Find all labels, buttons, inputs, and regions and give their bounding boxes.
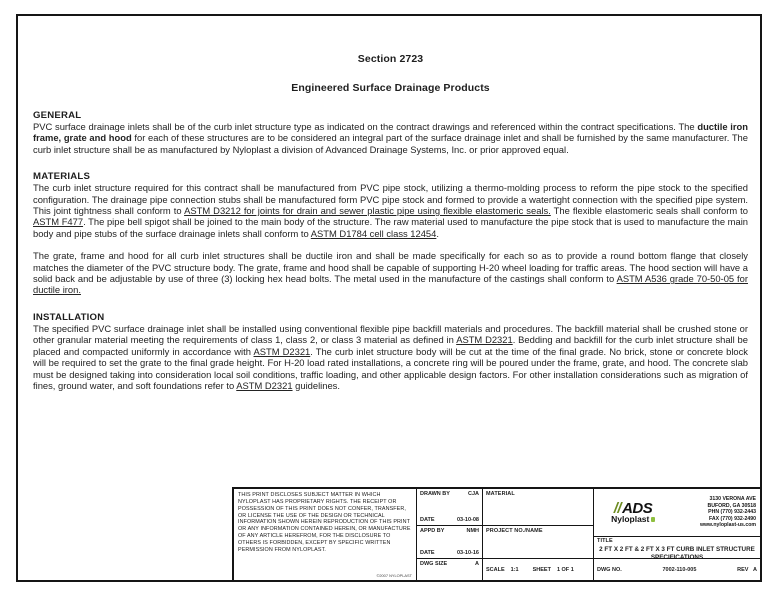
rev-value: A — [753, 566, 757, 573]
rev-group — [737, 567, 757, 573]
title-block — [232, 487, 760, 580]
company-cell — [594, 489, 760, 537]
project-label: PROJECT NO./NAME — [486, 528, 543, 534]
nyloplast-logo-text: Nyloplast — [611, 515, 655, 523]
dwg-no-value: 7002-110-005 — [662, 566, 697, 573]
scale-label: SCALE — [486, 566, 505, 573]
company-address — [672, 496, 760, 529]
drawn-by-value: CJA — [467, 491, 479, 497]
project-cell — [483, 526, 593, 559]
appd-date-value: 03-10-16 — [456, 550, 479, 556]
ads-logo-text: ADS — [622, 500, 653, 517]
dwg-size-cell — [417, 559, 482, 580]
drawing-title-line1: 2 FT X 2 FT & 2 FT X 3 FT CURB INLET STRUCTURE — [599, 546, 755, 553]
paragraph-general: PVC surface drainage inlets shall be of the curb inlet structure type as indicated on the contract drawings and referenced within the contract specifications. The ductile iron frame, grate and hood for each of these structures are to be considered an integral part of the surface drainage inlet and shall be furnished by the same manufacturer. The curb inlet structure shall be as manufactured by Nyloplast a division of Advanced Drainage Systems, Inc. or prior approved equal. — [33, 121, 748, 155]
title-block-project-column — [483, 489, 594, 580]
drawing-title-cell — [594, 537, 760, 559]
drawn-by-cell — [417, 489, 482, 526]
paragraph-installation: The specified PVC surface drainage inlet shall be installed using conventional flexible pipe backfill materials and procedures. The backfill material shall be crushed stone or other granular material meeting the requirements of class 1, class 2, or class 3 material as defined in ASTM D2321. Bedding and backfill for the curb inlet structure shall be placed and compacted uniformly in accordance with ASTM D2321. The curb inlet structure body will be cut at the time of the final grade. No brick, stone or concrete block will be required to set the grate to the final grade height. For H-20 load rated installations, a concrete ring will be poured under the frame, grate, and hood. The concrete slab must be designed taking into consideration local soil conditions, traffic loading, and other applicable design factors. For other installation considerations such as migration of fines, ground water, and soft foundations refer to ASTM D2321 guidelines. — [33, 322, 748, 391]
ads-nyloplast-logo — [594, 502, 672, 523]
dwg-size-label: DWG SIZE — [420, 561, 448, 567]
copyright-note: ©2007 NYLOPLAST — [376, 573, 412, 578]
appd-by-value: NMH — [466, 528, 479, 534]
material-cell — [483, 489, 593, 526]
address-line: FAX (770) 932-2490 — [708, 515, 756, 522]
document-title: Engineered Surface Drainage Products — [291, 82, 490, 94]
company-website: www.nyloplast-us.com — [699, 522, 756, 529]
rev-label: REV — [737, 566, 749, 573]
appd-date-label: DATE — [420, 550, 435, 556]
drawn-by-label: DRAWN BY — [420, 491, 450, 497]
address-line: BUFORD, GA 30518 — [707, 502, 756, 509]
sheet-label: SHEET — [532, 566, 551, 573]
title-block-approval-column — [417, 489, 483, 580]
approved-by-cell — [417, 526, 482, 559]
address-line: PHN (770) 932-2443 — [708, 509, 756, 516]
scale-sheet-cell — [483, 559, 593, 580]
material-label: MATERIAL — [486, 491, 515, 497]
scale-value: 1:1 — [510, 566, 519, 573]
proprietary-notice: THIS PRINT DISCLOSES SUBJECT MATTER IN WHICH NYLOPLAST HAS PROPRIETARY RIGHTS. THE RECEIPT OR POSSESSION OF THIS PRINT DOES NOT CONFER, TRANSFER, OR LICENSE THE USE OF THE DESIGN OR TECHNICAL INFORMATION SHOWN HEREIN REPRODUCTION OF THIS PRINT OR ANY INFORMATION CONTAINED HEREIN, OR MANUFACTURE OF ANY ARTICLE HEREFROM, FOR THE DISCLOSURE TO OTHERS IS FORBIDDEN, EXCEPT BY SPECIFIC WRITTEN PERMISSION FROM NYLOPLAST. — [238, 492, 411, 553]
heading-materials: MATERIALS — [33, 171, 91, 183]
title-block-disclaimer-cell — [234, 489, 417, 580]
heading-general: GENERAL — [33, 110, 82, 121]
title-block-company-column — [594, 489, 760, 580]
logo-slashes-icon: // — [613, 500, 622, 517]
title-label: TITLE — [597, 538, 613, 544]
drawing-title-line2: SPECIFICATIONS — [650, 553, 704, 561]
dwg-no-label: DWG NO. — [597, 566, 622, 573]
address-line: 3130 VERONA AVE — [709, 496, 756, 503]
paragraph-materials-2: The grate, frame and hood for all curb inlet structures shall be ductile iron and shall be made specifically for each so as to provide a round bottom flange that closely matches the diameter of the PVC structure body. The grate, frame and hood shall be capable of supporting H-20 wheel loading for traffic areas. The hood section will have a solid back and be adjustable by use of three (3) locking hex head bolts. The metal used in the manufacture of the castings shall conform to ASTM A536 grade 70-50-05 for ductile iron. — [33, 250, 748, 296]
dwg-size-value: A — [475, 561, 479, 567]
drawn-date-value: 03-10-08 — [456, 517, 479, 523]
dwg-no-cell — [594, 559, 760, 580]
drawn-date-label: DATE — [420, 517, 435, 523]
page-frame — [16, 14, 762, 582]
nyloplast-logo-mark-icon — [651, 517, 655, 522]
sheet-value: 1 OF 1 — [556, 566, 574, 573]
section-number-title: Section 2723 — [357, 53, 424, 65]
heading-installation: INSTALLATION — [33, 311, 105, 323]
document-body — [33, 16, 748, 391]
paragraph-materials-1: The curb inlet structure required for this contract shall be manufactured from PVC pipe stock, utilizing a thermo-molding process to reform the pipe stock to the specified configuration. The drainage pipe connection stubs shall be manufactured form PVC pipe stock and formed to provide a watertight connection with the specified pipe system. This joint tightness shall conform to ASTM D3212 for joints for drain and sewer plastic pipe using flexible elastomeric seals. The flexible elastomeric seals shall conform to ASTM F477. The pipe bell spigot shall be joined to the main body of the structure. The raw material used to manufacture the pipe stock that is used to manufacture the main body and pipe stubs of the surface drainage inlets shall conform to ASTM D1784 cell class 12454. — [33, 182, 748, 239]
appd-by-label: APPD BY — [420, 528, 445, 534]
